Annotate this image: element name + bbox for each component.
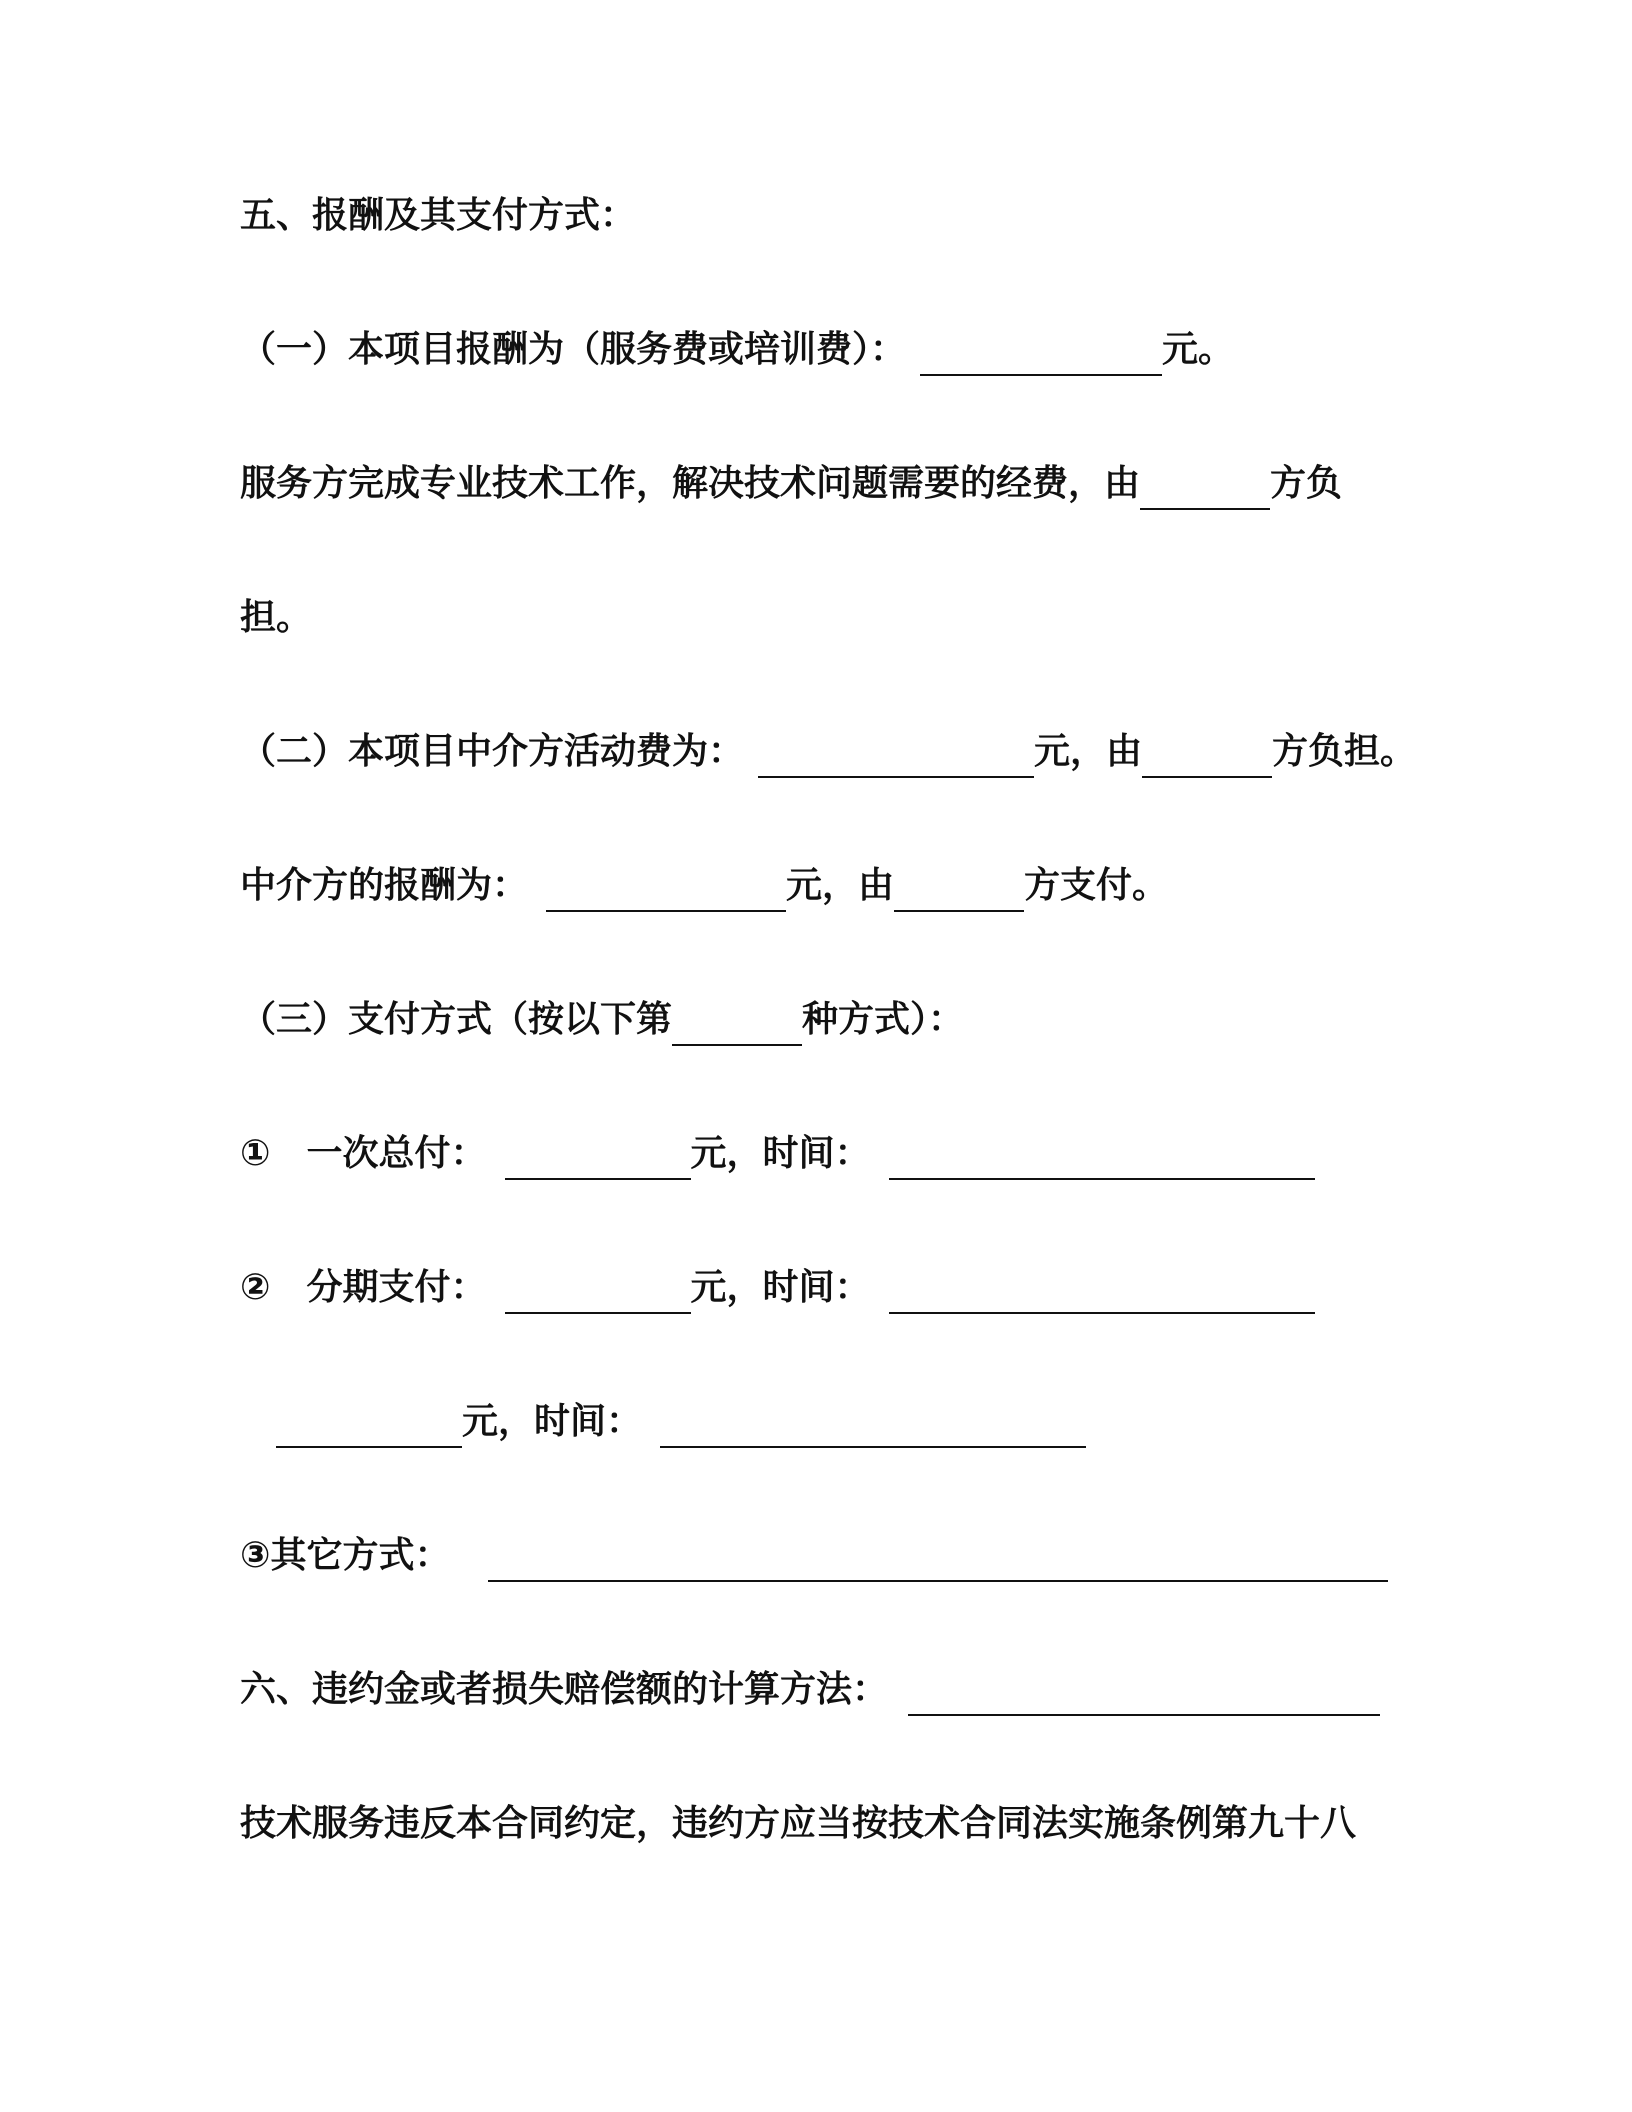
option-1-mid: 元，时间： bbox=[690, 1133, 871, 1174]
option-1-marker: ① bbox=[240, 1133, 271, 1174]
option-2-label: 分期支付： bbox=[306, 1267, 487, 1308]
intermediary-payer-blank[interactable] bbox=[894, 866, 1024, 912]
para-1-continued-line bbox=[240, 588, 312, 648]
item-3-line bbox=[240, 990, 964, 1050]
para-1-suffix: 方负 bbox=[1270, 463, 1343, 504]
lump-sum-time-blank[interactable] bbox=[889, 1134, 1315, 1180]
installment-2-amount-blank[interactable] bbox=[276, 1402, 462, 1448]
installment-1-time-blank[interactable] bbox=[889, 1268, 1315, 1314]
section-5-title: 五、报酬及其支付方式： bbox=[240, 195, 637, 236]
item-2-line bbox=[240, 722, 1416, 782]
option-2-marker: ② bbox=[240, 1267, 271, 1308]
item-3-suffix: 种方式）： bbox=[802, 999, 965, 1040]
item-1-suffix: 元。 bbox=[1162, 329, 1235, 370]
para-2-prefix: 中介方的报酬为： bbox=[240, 865, 529, 906]
para-1-continued: 担。 bbox=[240, 597, 313, 638]
option-2-line bbox=[240, 1258, 1315, 1318]
section-5-heading bbox=[240, 186, 636, 246]
payment-method-number-blank[interactable] bbox=[672, 1000, 802, 1046]
intermediary-fee-party-blank[interactable] bbox=[1142, 732, 1272, 778]
remuneration-amount-blank[interactable] bbox=[920, 330, 1162, 376]
intermediary-remuneration-blank[interactable] bbox=[546, 866, 786, 912]
para-1-text: 服务方完成专业技术工作，解决技术问题需要的经费，由 bbox=[240, 463, 1141, 504]
section-6-para: 技术服务违反本合同约定，违约方应当按技术合同法实施条例第九十八 bbox=[240, 1803, 1357, 1844]
option-2b-line bbox=[276, 1392, 1086, 1452]
item-2-mid: 元，由 bbox=[1034, 731, 1143, 772]
item-1-prefix: （一）本项目报酬为（服务费或培训费）： bbox=[240, 329, 907, 370]
item-1-line bbox=[240, 320, 1234, 380]
other-method-blank[interactable] bbox=[488, 1536, 1388, 1582]
option-1-line bbox=[240, 1124, 1315, 1184]
installment-1-amount-blank[interactable] bbox=[505, 1268, 691, 1314]
lump-sum-amount-blank[interactable] bbox=[505, 1134, 691, 1180]
option-2-mid: 元，时间： bbox=[690, 1267, 871, 1308]
item-2-prefix: （二）本项目中介方活动费为： bbox=[240, 731, 745, 772]
para-2-mid: 元，由 bbox=[786, 865, 895, 906]
section-6-para-line bbox=[240, 1794, 1356, 1854]
option-1-label: 一次总付： bbox=[306, 1133, 487, 1174]
item-2-suffix: 方负担。 bbox=[1272, 731, 1417, 772]
option-2b-mid: 元，时间： bbox=[462, 1401, 643, 1442]
expense-party-blank[interactable] bbox=[1140, 464, 1270, 510]
option-3-label: ③其它方式： bbox=[240, 1535, 451, 1576]
section-6-title: 六、违约金或者损失赔偿额的计算方法： bbox=[240, 1669, 889, 1710]
penalty-method-blank[interactable] bbox=[908, 1670, 1380, 1716]
item-3-prefix: （三）支付方式（按以下第 bbox=[240, 999, 673, 1040]
para-2-line bbox=[240, 856, 1168, 916]
para-2-suffix: 方支付。 bbox=[1024, 865, 1169, 906]
option-3-line bbox=[240, 1526, 1388, 1586]
para-1-line bbox=[240, 454, 1342, 514]
intermediary-fee-blank[interactable] bbox=[758, 732, 1034, 778]
installment-2-time-blank[interactable] bbox=[660, 1402, 1086, 1448]
section-6-heading bbox=[240, 1660, 1380, 1720]
